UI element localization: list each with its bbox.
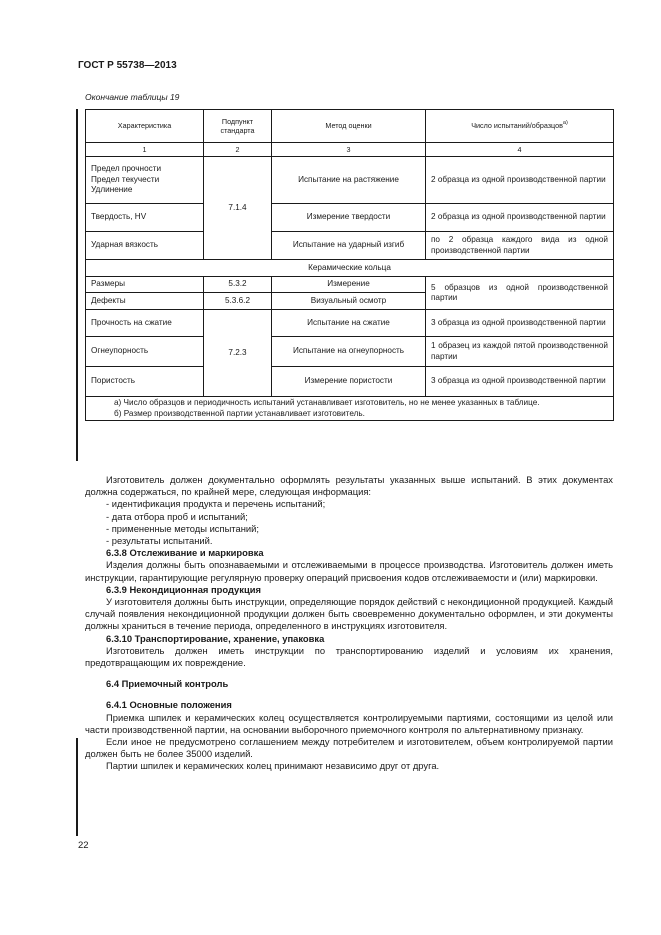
cell-subclause: 5.3.2: [204, 277, 272, 293]
section-heading: 6.3.8 Отслеживание и маркировка: [106, 547, 264, 559]
cell-method: Визуальный осмотр: [272, 293, 426, 310]
spacer: [85, 669, 613, 678]
cell-count: 2 образца из одной производственной партии: [426, 204, 614, 232]
section-heading: 6.4 Приемочный контроль: [106, 678, 229, 690]
list-item: - идентификация продукта и перечень испытаний;: [106, 498, 326, 510]
table-caption: Окончание таблицы 19: [85, 92, 180, 102]
header-method: Метод оценки: [272, 110, 426, 143]
cell-method: Испытание на огнеупорность: [272, 337, 426, 367]
table-note: а) Число образцов и периодичность испытаний устанавливает изготовитель, но не менее указанных в таблице.: [114, 398, 540, 407]
col-number: 1: [86, 143, 204, 157]
paragraph: Приемка шпилек и керамических колец осуществляется контролируемыми партиями, состоящими из целой или части производственной партии, на основании выборочного приемочного контроля по альтернативному признаку.: [85, 711, 613, 735]
paragraph: У изготовителя должны быть инструкции, определяющие порядок действий с некондиционной продукцией. Каждый случай появления некондиционной продукции должен быть своевременно документально оформлен, и эти документы должны храниться в течение периода, определенного в инструкциях изготовителя.: [85, 596, 613, 632]
col-number: 3: [272, 143, 426, 157]
paragraph: Изготовитель должен иметь инструкции по транспортированию изделий и условиям их хранения, предотвращающим их повреждение.: [85, 644, 613, 669]
cell-characteristic: Дефекты: [86, 293, 204, 310]
cell-characteristic: Твердость, HV: [86, 204, 204, 232]
cell-subclause: 7.2.3: [204, 310, 272, 397]
cell-characteristic: Огнеупорность: [86, 337, 204, 367]
cell-count: 5 образцов из одной производственной партии: [426, 277, 614, 310]
cell-characteristic: Предел прочности Предел текучести Удлинение: [86, 157, 204, 204]
paragraph: Если иное не предусмотрено соглашением между потребителем и изготовителем, объем контролируемой партии должен быть не более 35000 изделий.: [85, 736, 613, 760]
cell-characteristic: Ударная вязкость: [86, 232, 204, 260]
body-text: [85, 474, 613, 773]
list-item: - результаты испытаний.: [106, 535, 213, 547]
change-bar: [76, 109, 78, 461]
document-header: ГОСТ Р 55738—2013: [78, 60, 177, 71]
section-row: Керамические кольца: [86, 260, 614, 277]
spacer: [85, 690, 613, 699]
page-number: 22: [78, 840, 89, 851]
cell-method: Испытание на сжатие: [272, 310, 426, 337]
paragraph: Изготовитель должен документально оформлять результаты указанных выше испытаний. В этих документах должна содержаться, по крайней мере, следующая информация:: [85, 474, 613, 498]
col-number: 2: [204, 143, 272, 157]
header-subclause: Подпункт стандарта: [204, 110, 272, 143]
cell-method: Испытание на ударный изгиб: [272, 232, 426, 260]
cell-characteristic: Пористость: [86, 367, 204, 397]
cell-count: 2 образца из одной производственной партии: [426, 157, 614, 204]
section-heading: 6.4.1 Основные положения: [106, 699, 232, 711]
list-item: - примененные методы испытаний;: [106, 522, 259, 534]
list-item: - дата отбора проб и испытаний;: [106, 510, 248, 522]
cell-count: по 2 образца каждого вида из одной производственной партии: [426, 232, 614, 260]
header-count: Число испытаний/образцов$^{а)}$: [426, 110, 614, 143]
change-bar: [76, 738, 78, 836]
cell-characteristic: Прочность на сжатие: [86, 310, 204, 337]
col-number: 4: [426, 143, 614, 157]
table-note: б) Размер производственной партии устанавливает изготовитель.: [114, 408, 365, 418]
paragraph: Изделия должны быть опознаваемыми и отслеживаемыми в процессе производства. Изготовитель должен иметь инструкции, гарантирующие регулярную проверку операций присвоения кодов отслеживаемости и (или) маркировки.: [85, 559, 613, 583]
header-characteristic: Характеристика: [86, 110, 204, 143]
cell-method: Измерение: [272, 277, 426, 293]
cell-method: Измерение пористости: [272, 367, 426, 397]
cell-subclause: 5.3.6.2: [204, 293, 272, 310]
cell-count: 3 образца из одной производственной партии: [426, 367, 614, 397]
cell-method: Испытание на растяжение: [272, 157, 426, 204]
cell-count: 3 образца из одной производственной партии: [426, 310, 614, 337]
cell-count: 1 образец из каждой пятой производственной партии: [426, 337, 614, 367]
cell-method: Измерение твердости: [272, 204, 426, 232]
table-notes: [86, 397, 614, 421]
cell-characteristic: Размеры: [86, 277, 204, 293]
section-heading: 6.3.9 Некондиционная продукция: [106, 583, 261, 595]
test-table: [85, 109, 614, 421]
paragraph: Партии шпилек и керамических колец принимают независимо друг от друга.: [106, 760, 440, 772]
section-heading: 6.3.10 Транспортирование, хранение, упаковка: [106, 632, 325, 644]
cell-subclause: 7.1.4: [204, 157, 272, 260]
